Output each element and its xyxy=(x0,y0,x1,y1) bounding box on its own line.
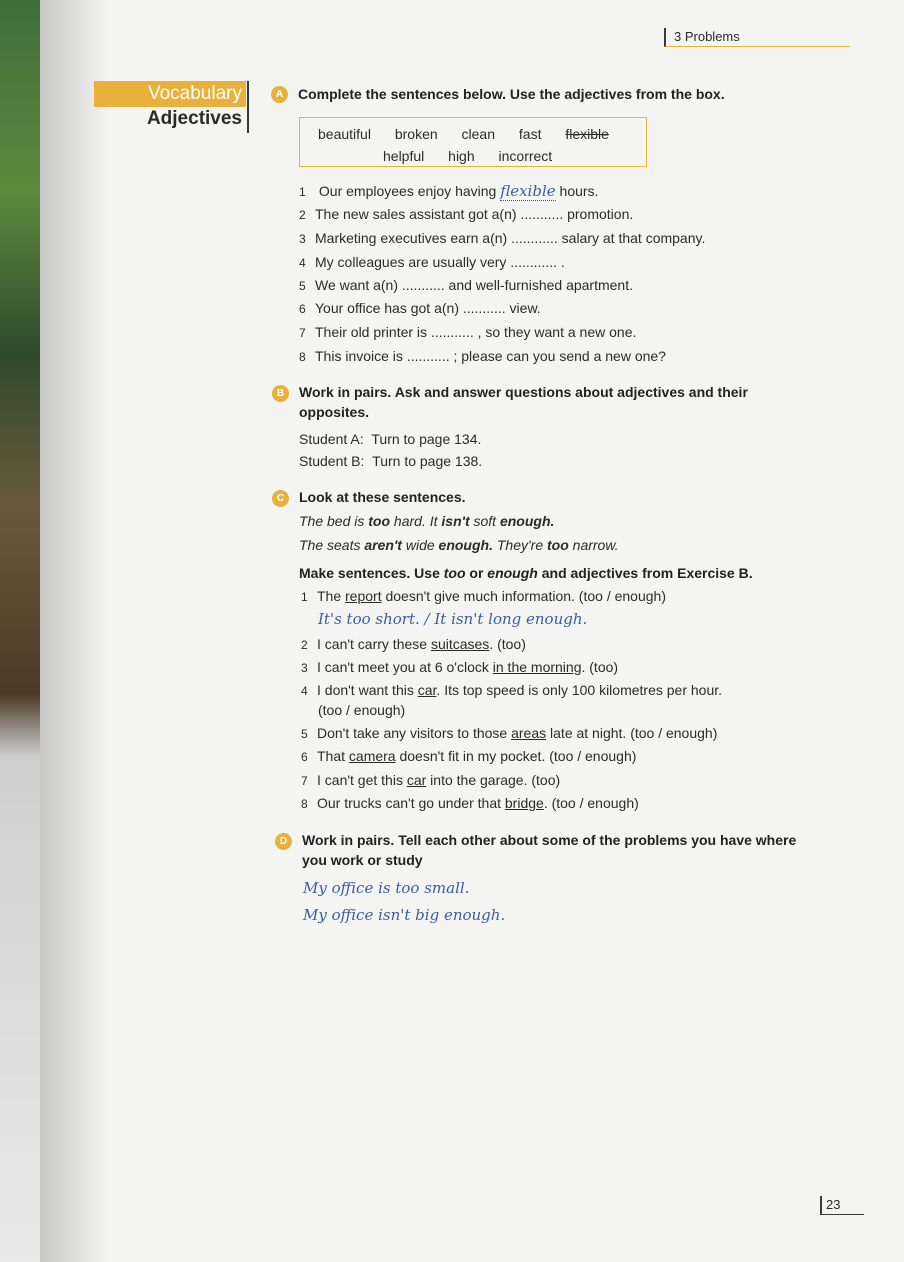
item-keyword: camera xyxy=(348,748,396,764)
item-text: doesn't fit in my pocket. (too / enough) xyxy=(395,748,637,764)
word-item-used: flexible xyxy=(565,126,609,142)
item-keyword: suitcases xyxy=(430,636,490,652)
exercise-a-item-7 xyxy=(299,324,636,340)
word-item: incorrect xyxy=(498,148,553,164)
exercise-a-item-5 xyxy=(299,277,633,293)
item-text: I can't get this xyxy=(317,772,407,788)
handwritten-answer: flexible xyxy=(500,182,556,200)
example-text: The bed is xyxy=(299,513,369,529)
word-item: beautiful xyxy=(318,126,371,142)
item-number: 6 xyxy=(301,750,308,764)
word-item: broken xyxy=(394,126,438,142)
student-label: Student A: xyxy=(299,431,364,447)
exercise-c-item-8 xyxy=(301,795,639,811)
student-b-line xyxy=(299,453,482,469)
item-text: The xyxy=(317,588,346,604)
item-text: . (too / enough) xyxy=(543,795,639,811)
exercise-d-badge: D xyxy=(275,833,292,850)
word-item: high xyxy=(448,148,475,164)
exercise-a-item-3 xyxy=(299,230,705,246)
exercise-b-instruction-line-2: opposites. xyxy=(299,404,370,420)
item-text: This invoice is ........... ; please can you send a new one? xyxy=(315,348,666,364)
word-box-row-2 xyxy=(383,148,552,164)
item-text: . (too) xyxy=(581,659,619,675)
item-text: That xyxy=(317,748,349,764)
book-spine-photo xyxy=(0,0,40,1262)
item-text: . (too) xyxy=(489,636,526,652)
exercise-d-instruction-line-2: you work or study xyxy=(302,852,423,868)
word-box xyxy=(299,117,647,167)
example-sentence-2 xyxy=(299,537,619,553)
page-number: 23 xyxy=(820,1196,864,1215)
item-text: into the garage. (too) xyxy=(426,772,561,788)
section-label: Vocabulary xyxy=(94,81,246,107)
example-text: narrow. xyxy=(568,537,619,553)
item-text: I don't want this xyxy=(317,682,418,698)
section-divider xyxy=(247,81,249,133)
exercise-c-badge: C xyxy=(272,490,289,507)
item-text: Your office has got a(n) ........... view. xyxy=(315,300,541,316)
example-text: hard. It xyxy=(390,513,442,529)
item-text: Our employees enjoy having xyxy=(318,183,497,199)
exercise-c-item-6 xyxy=(301,748,636,764)
instruction-text: Make sentences. Use xyxy=(299,565,444,581)
word-box-row-1 xyxy=(318,126,609,142)
exercise-c-item-7 xyxy=(301,772,560,788)
handwritten-answer: My office is too small. xyxy=(303,879,470,897)
example-keyword: isn't xyxy=(441,513,470,529)
item-number: 3 xyxy=(299,232,306,246)
item-text: I can't carry these xyxy=(317,636,431,652)
example-keyword: enough. xyxy=(438,537,493,553)
item-text: Don't take any visitors to those xyxy=(317,725,512,741)
item-text: We want a(n) ........... and well-furnished apartment. xyxy=(315,277,633,293)
student-instruction: Turn to page 138. xyxy=(372,453,483,469)
exercise-c-item-1 xyxy=(301,588,666,604)
item-number: 4 xyxy=(301,684,308,698)
student-label: Student B: xyxy=(299,453,365,469)
handwritten-answer: My office isn't big enough. xyxy=(303,906,506,924)
exercise-a-badge: A xyxy=(271,86,288,103)
unit-title: 3 Problems xyxy=(674,29,740,44)
student-a-line xyxy=(299,431,481,447)
item-keyword: bridge xyxy=(504,795,544,811)
item-text: The new sales assistant got a(n) ........... promotion. xyxy=(315,206,634,222)
item-number: 5 xyxy=(301,727,308,741)
unit-header xyxy=(664,28,850,47)
item-text: late at night. (too / enough) xyxy=(546,725,718,741)
item-text: Their old printer is ........... , so they want a new one. xyxy=(315,324,637,340)
example-text: They're xyxy=(492,537,547,553)
exercise-a-item-1 xyxy=(299,182,598,200)
exercise-c-item-4-cont: (too / enough) xyxy=(318,702,406,718)
item-keyword: report xyxy=(345,588,382,604)
exercise-a-instruction: Complete the sentences below. Use the adjectives from the box. xyxy=(298,86,725,102)
exercise-a-item-2 xyxy=(299,206,633,222)
item-text: Our trucks can't go under that xyxy=(317,795,505,811)
item-keyword: areas xyxy=(511,725,547,741)
instruction-text: and adjectives from Exercise B. xyxy=(537,565,753,581)
example-sentence-1 xyxy=(299,513,554,529)
exercise-d-instruction-line-1: Work in pairs. Tell each other about some of the problems you have where xyxy=(302,832,797,848)
item-number: 8 xyxy=(299,350,306,364)
item-number: 3 xyxy=(301,661,308,675)
item-number: 8 xyxy=(301,797,308,811)
exercise-c-item-4 xyxy=(301,682,722,698)
exercise-a-item-8 xyxy=(299,348,666,364)
topic-label: Adjectives xyxy=(146,108,242,129)
example-text: soft xyxy=(469,513,500,529)
item-text: Marketing executives earn a(n) ............ salary at that company. xyxy=(315,230,706,246)
item-keyword: car xyxy=(417,682,437,698)
example-keyword: too xyxy=(547,537,569,553)
item-number: 1 xyxy=(301,590,308,604)
item-text: doesn't give much information. (too / enough) xyxy=(381,588,666,604)
item-number: 1 xyxy=(299,185,306,199)
item-keyword: car xyxy=(406,772,427,788)
item-number: 7 xyxy=(299,326,306,340)
word-item: helpful xyxy=(383,148,425,164)
word-item: clean xyxy=(461,126,495,142)
example-keyword: aren't xyxy=(364,537,402,553)
instruction-keyword: enough xyxy=(487,565,538,581)
example-text: The seats xyxy=(299,537,365,553)
item-number: 7 xyxy=(301,774,308,788)
item-text: I can't meet you at 6 o'clock xyxy=(317,659,493,675)
exercise-b-instruction-line-1: Work in pairs. Ask and answer questions about adjectives and their xyxy=(299,384,748,400)
instruction-keyword: too xyxy=(443,565,466,581)
exercise-a-item-4 xyxy=(299,254,565,270)
exercise-c-item-2 xyxy=(301,636,526,652)
handwritten-answer: It's too short. / It isn't long enough. xyxy=(318,610,588,628)
item-number: 5 xyxy=(299,279,306,293)
example-text: wide xyxy=(401,537,439,553)
example-keyword: too xyxy=(368,513,391,529)
instruction-text: or xyxy=(465,565,488,581)
item-keyword: in the morning xyxy=(492,659,582,675)
item-text: hours. xyxy=(555,183,599,199)
item-text: . Its top speed is only 100 kilometres per hour. xyxy=(436,682,723,698)
exercise-c-heading: Look at these sentences. xyxy=(299,489,466,505)
exercise-b-badge: B xyxy=(272,385,289,402)
exercise-a-item-6 xyxy=(299,300,541,316)
item-number: 4 xyxy=(299,256,306,270)
exercise-c-item-3 xyxy=(301,659,618,675)
exercise-c-instruction xyxy=(299,565,753,581)
item-text: My colleagues are usually very ............ . xyxy=(315,254,565,270)
item-number: 6 xyxy=(299,302,306,316)
student-instruction: Turn to page 134. xyxy=(371,431,482,447)
exercise-c-item-5 xyxy=(301,725,717,741)
word-item: fast xyxy=(518,126,542,142)
item-number: 2 xyxy=(299,208,306,222)
example-keyword: enough. xyxy=(499,513,555,529)
page-gutter-shadow xyxy=(40,0,110,1262)
item-number: 2 xyxy=(301,638,308,652)
